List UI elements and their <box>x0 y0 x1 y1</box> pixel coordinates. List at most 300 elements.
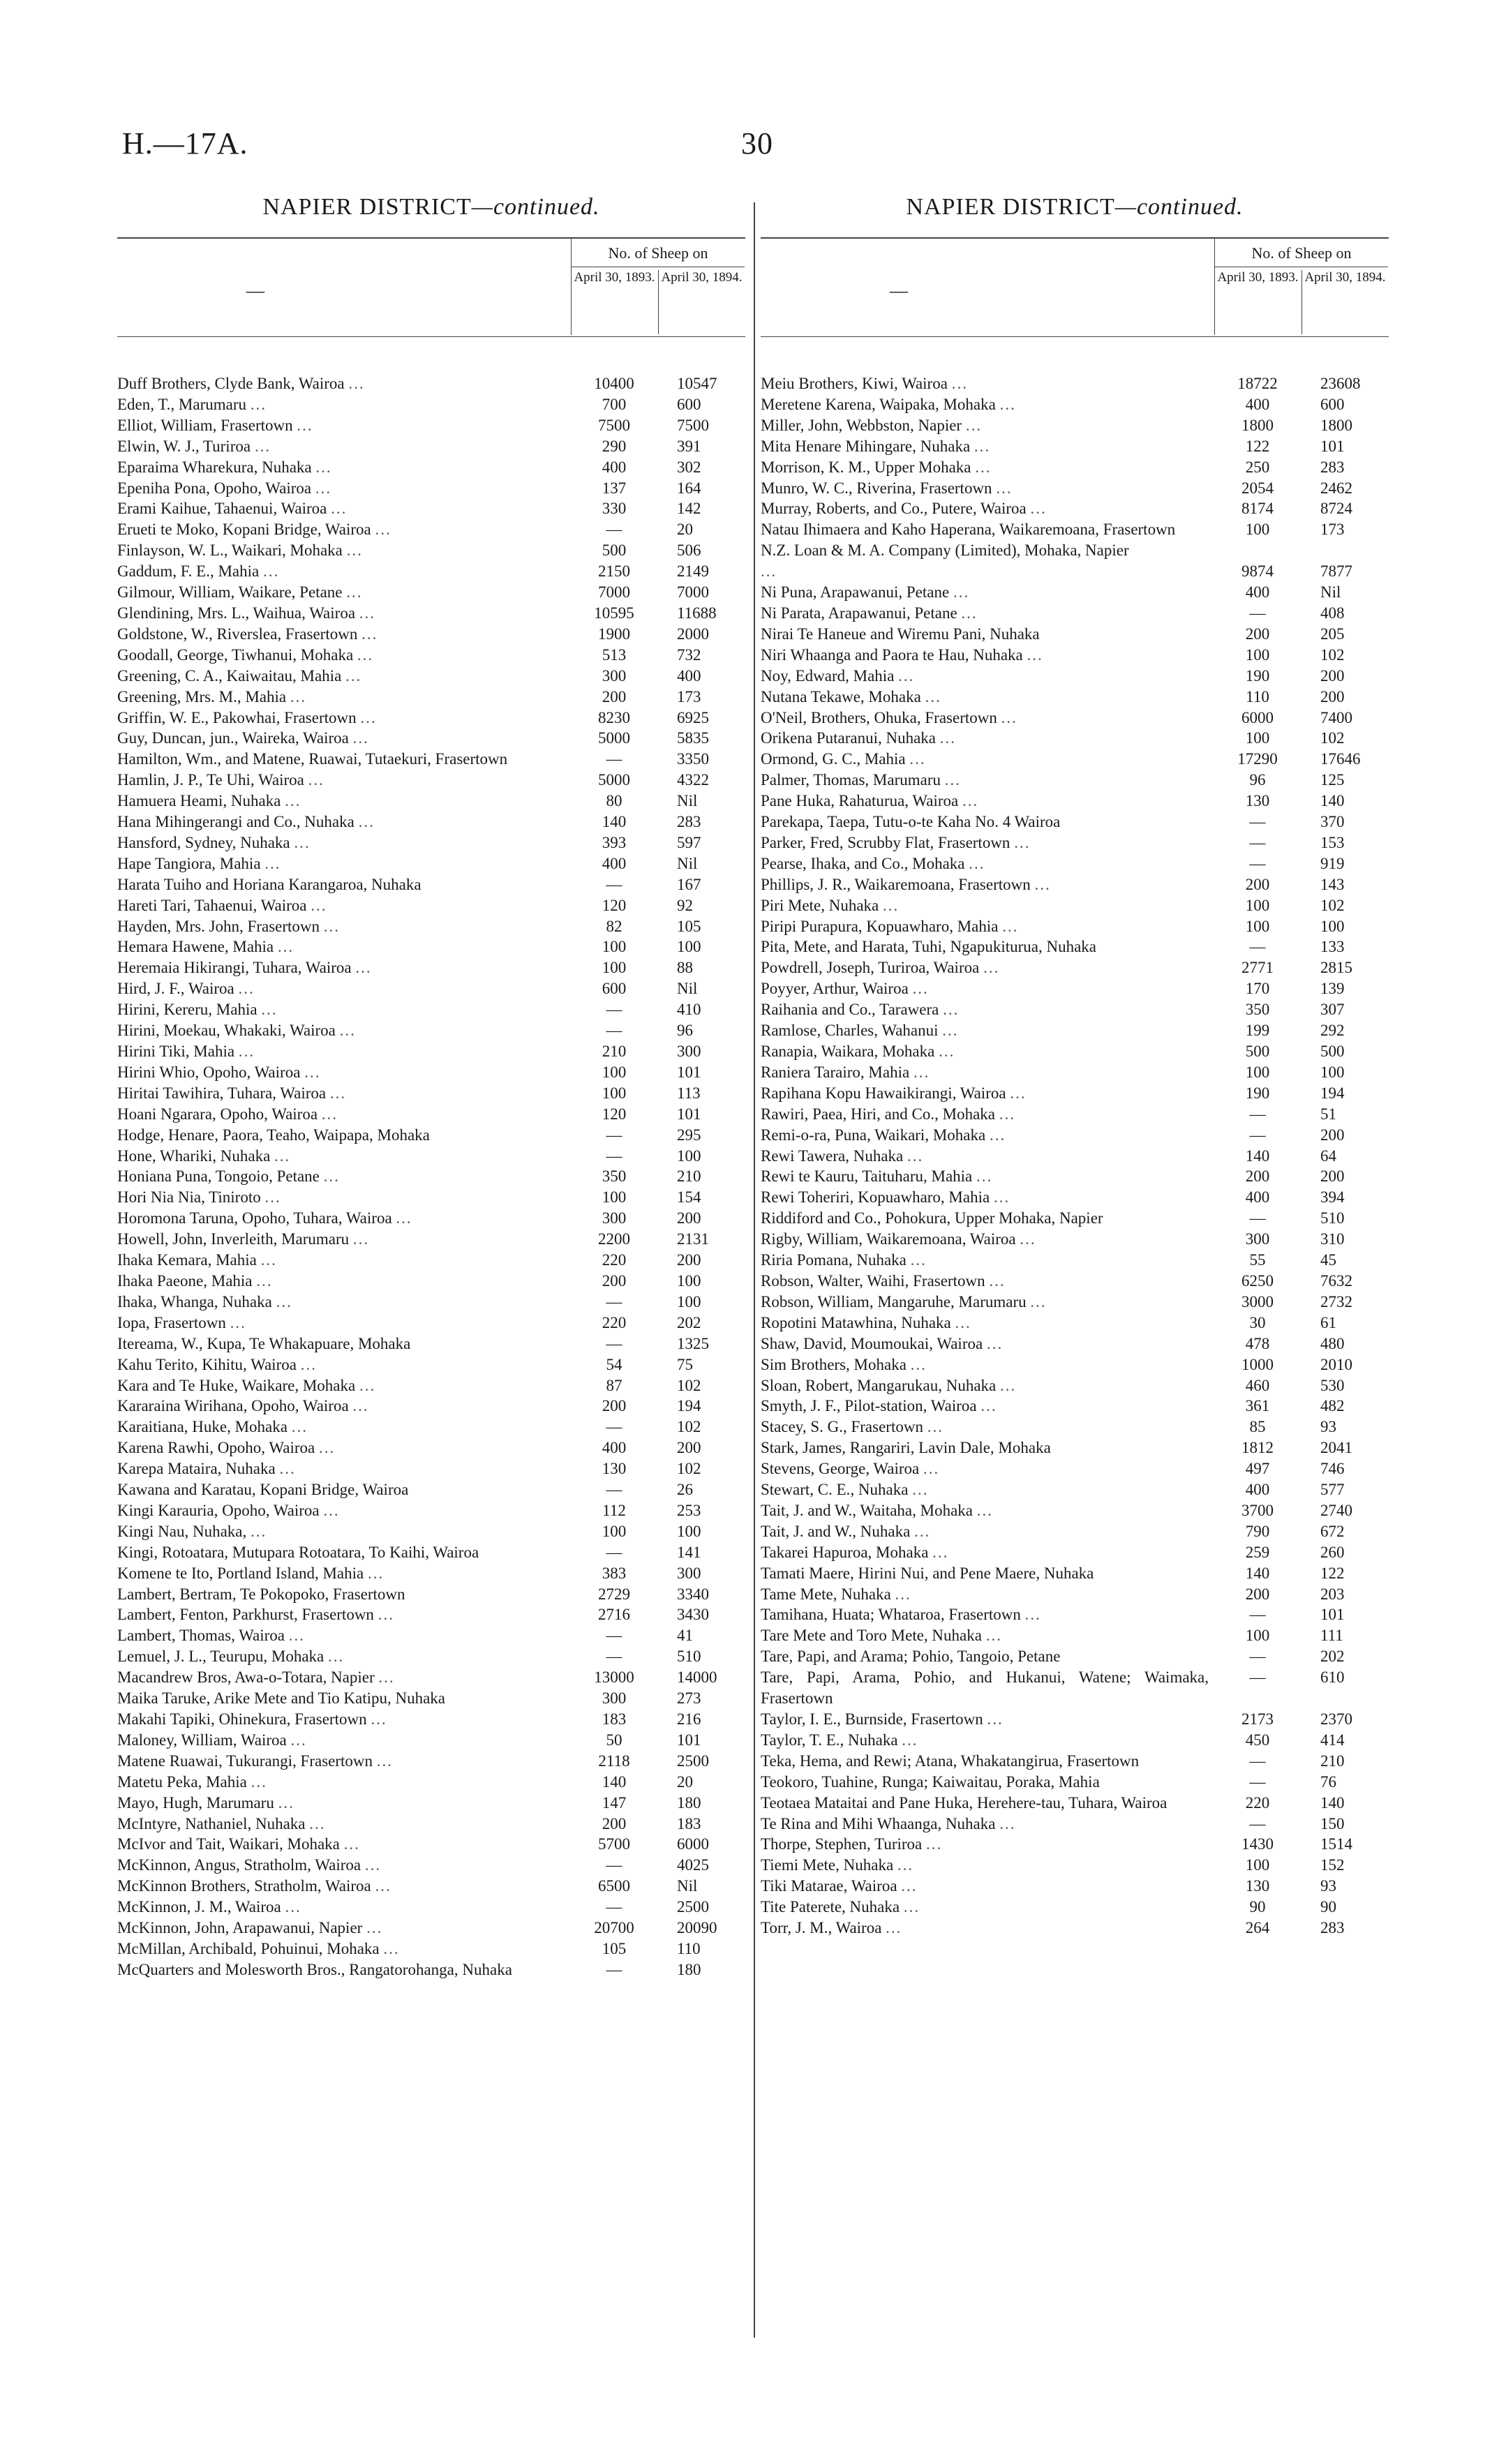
sheep-1894: 200 <box>677 1251 701 1269</box>
sheep-1894: 92 <box>677 896 693 914</box>
table-row <box>761 1334 1389 1354</box>
sheep-1894: 480 <box>1320 1334 1345 1352</box>
owner-name: Raniera Tarairo, Mahia ... <box>761 1063 930 1081</box>
sheep-1894: 20090 <box>677 1919 717 1937</box>
sheep-1894: 260 <box>1320 1543 1345 1561</box>
sheep-1894: 2732 <box>1320 1292 1352 1311</box>
sheep-1894: 64 <box>1320 1147 1336 1165</box>
sheep-1894: 100 <box>677 938 701 956</box>
sheep-1894: 210 <box>1320 1752 1345 1770</box>
sheep-1893: — <box>606 1022 622 1040</box>
sheep-1894: 302 <box>677 458 701 476</box>
table-row <box>117 1834 745 1855</box>
sheep-1893: 5000 <box>598 729 630 747</box>
sheep-1893: 147 <box>602 1793 627 1812</box>
sheep-1894: 101 <box>677 1105 701 1123</box>
owner-name: Kingi, Rotoatara, Mutupara Rotoatara, To Kaihi, Wairoa <box>117 1543 479 1561</box>
sheep-1894: 7000 <box>677 583 709 602</box>
table-row <box>761 853 1389 874</box>
table-row <box>761 1584 1389 1605</box>
sheep-1893: — <box>606 1960 622 1978</box>
sheep-1893: 100 <box>1245 1856 1270 1874</box>
sheep-1893: 2200 <box>598 1230 630 1248</box>
sheep-1893: — <box>606 1292 622 1311</box>
sheep-1893: 790 <box>1245 1522 1270 1540</box>
owner-name: Sloan, Robert, Mangarukau, Nuhaka ... <box>761 1376 1017 1394</box>
sheep-1893: — <box>1249 1772 1266 1791</box>
table-row <box>761 1730 1389 1751</box>
sheep-1893: — <box>606 521 622 539</box>
sheep-1894: 310 <box>1320 1230 1345 1248</box>
owner-name: Hayden, Mrs. John, Frasertown ... <box>117 917 341 935</box>
owner-name: McKinnon, Angus, Stratholm, Wairoa ... <box>117 1856 382 1874</box>
sheep-1893: 190 <box>1245 666 1270 685</box>
right-column <box>761 194 1389 1939</box>
table-row <box>761 1625 1389 1646</box>
sheep-1893: 140 <box>1245 1147 1270 1165</box>
owner-name: Lambert, Bertram, Te Pokopoko, Frasertown <box>117 1585 405 1603</box>
sheep-1893: 200 <box>1245 1585 1270 1603</box>
owner-name: Hoani Ngarara, Opoho, Wairoa ... <box>117 1105 338 1123</box>
sheep-1894: 203 <box>1320 1585 1345 1603</box>
sheep-1894: 100 <box>677 1292 701 1311</box>
sheep-1893: 50 <box>606 1731 622 1749</box>
sheep-1894: 200 <box>677 1209 701 1227</box>
table-row <box>117 561 745 582</box>
sheep-1893: 100 <box>1245 1063 1270 1081</box>
sheep-1894: 101 <box>677 1063 701 1081</box>
table-row <box>117 1646 745 1667</box>
sheep-1894: 210 <box>677 1167 701 1186</box>
owner-name: Tamihana, Huata; Whataroa, Frasertown ... <box>761 1606 1041 1624</box>
owner-name: Glendining, Mrs. L., Waihua, Wairoa ... <box>117 604 376 622</box>
table-row <box>761 1458 1389 1479</box>
table-row <box>761 1772 1389 1793</box>
table-row <box>761 415 1389 436</box>
table-row <box>761 394 1389 415</box>
sheep-1893: — <box>606 1481 622 1499</box>
owner-name: Stacey, S. G., Frasertown ... <box>761 1418 943 1436</box>
owner-name: Rapihana Kopu Hawaikirangi, Wairoa ... <box>761 1084 1027 1102</box>
sheep-1893: — <box>1249 813 1266 831</box>
table-row <box>761 373 1389 394</box>
owner-name: Kingi Karauria, Opoho, Wairoa ... <box>117 1501 340 1519</box>
table-row <box>117 1584 745 1605</box>
sheep-1894: 141 <box>677 1543 701 1561</box>
sheep-1894: 133 <box>1320 938 1345 956</box>
table-row <box>761 1918 1389 1939</box>
owner-name: Kara and Te Huke, Waikare, Mohaka ... <box>117 1376 376 1394</box>
sheep-1894: 200 <box>1320 687 1345 705</box>
sheep-1894: 140 <box>1320 792 1345 810</box>
table-row <box>117 1667 745 1688</box>
owner-name: Niri Whaanga and Paora te Hau, Nuhaka ... <box>761 645 1043 664</box>
owner-name: McKinnon Brothers, Stratholm, Wairoa ... <box>117 1877 391 1895</box>
owner-name: McKinnon, John, Arapawanui, Napier ... <box>117 1919 383 1937</box>
owner-name: Hirini Whio, Opoho, Wairoa ... <box>117 1063 321 1081</box>
sheep-1893: 400 <box>1245 1188 1270 1207</box>
sheep-1894 <box>1301 540 1387 561</box>
sheep-1894: 200 <box>677 1439 701 1457</box>
sheep-1893: 100 <box>602 1522 627 1540</box>
sheep-1894: 93 <box>1320 1877 1336 1895</box>
owner-name: Greening, Mrs. M., Mahia ... <box>117 687 307 705</box>
sheep-1894: 672 <box>1320 1522 1345 1540</box>
table-row <box>117 666 745 687</box>
table-row <box>761 1020 1389 1041</box>
sheep-1894: 100 <box>1320 917 1345 935</box>
owner-name: Eparaima Wharekura, Nuhaka ... <box>117 458 332 476</box>
owner-name: Hori Nia Nia, Tiniroto ... <box>117 1188 281 1207</box>
sheep-1894: 23608 <box>1320 375 1361 392</box>
sheep-1893: 190 <box>1245 1084 1270 1102</box>
sheep-1893: 478 <box>1245 1334 1270 1352</box>
owner-name: Maika Taruke, Arike Mete and Tio Katipu, Nuhaka <box>117 1689 446 1708</box>
sheep-1894: 506 <box>677 542 701 560</box>
table-row <box>761 916 1389 937</box>
table-row <box>117 1939 745 1959</box>
sheep-1894: 746 <box>1320 1460 1345 1478</box>
sheep-1894: 3340 <box>677 1585 709 1603</box>
sheep-1893: 6250 <box>1241 1271 1274 1290</box>
owner-name: Hodge, Henare, Paora, Teaho, Waipapa, Mohaka <box>117 1126 430 1144</box>
table-row <box>117 1166 745 1187</box>
sheep-1893: 87 <box>606 1376 622 1394</box>
sheep-1894: 100 <box>677 1147 701 1165</box>
owner-name: Ormond, G. C., Mahia ... <box>761 750 926 768</box>
sheep-1894: 3350 <box>677 750 709 768</box>
sheep-1894: 61 <box>1320 1313 1336 1331</box>
table-row <box>117 1959 745 1980</box>
sheep-1893: 120 <box>602 1105 627 1123</box>
table-body <box>761 373 1389 1939</box>
owner-name: Elwin, W. J., Turiroa ... <box>117 437 271 455</box>
owner-name: Elliot, William, Frasertown ... <box>117 416 313 434</box>
sheep-1893: 300 <box>602 1689 627 1708</box>
table-row <box>761 1062 1389 1083</box>
table-row <box>761 1313 1389 1334</box>
sheep-1894: 180 <box>677 1793 701 1812</box>
sheep-1893: 3700 <box>1241 1501 1274 1519</box>
owner-name: Robson, William, Mangaruhe, Marumaru ... <box>761 1292 1047 1311</box>
sheep-1893: 2118 <box>598 1752 630 1770</box>
sheep-1894: 20 <box>677 521 693 539</box>
owner-name: Tamati Maere, Hirini Nui, and Pene Maere, Nuhaka <box>761 1564 1094 1582</box>
sheep-1893: 1812 <box>1241 1439 1274 1457</box>
owner-name: Rigby, William, Waikaremoana, Wairoa ... <box>761 1230 1036 1248</box>
table-row <box>117 373 745 394</box>
sheep-1894: 273 <box>677 1689 701 1708</box>
sheep-1893: 1800 <box>1241 416 1274 434</box>
sheep-1894: Nil <box>677 980 698 998</box>
col-1893-header: April 30, 1893. <box>574 270 655 285</box>
table-row <box>761 1521 1389 1542</box>
owner-name: Hirini, Kereru, Mahia ... <box>117 1001 278 1019</box>
sheep-1893: 383 <box>602 1564 627 1582</box>
sheep-1893: 6500 <box>598 1877 630 1895</box>
owner-name: Robson, Walter, Waihi, Frasertown ... <box>761 1271 1006 1290</box>
owner-name: Parker, Fred, Scrubby Flat, Frasertown ... <box>761 833 1031 851</box>
sheep-1893: 200 <box>1245 625 1270 643</box>
table-row <box>117 1125 745 1146</box>
table-row <box>117 1083 745 1104</box>
sheep-1894: 510 <box>677 1648 701 1666</box>
owner-name: Rewi te Kauru, Taituharu, Mahia ... <box>761 1167 993 1186</box>
table-row <box>117 1271 745 1292</box>
sheep-1893: 7500 <box>598 416 630 434</box>
sheep-1893: 400 <box>1245 395 1270 413</box>
table-row <box>117 978 745 999</box>
table-row <box>761 498 1389 519</box>
owner-name: O'Neil, Brothers, Ohuka, Frasertown ... <box>761 708 1017 726</box>
sheep-1894: 110 <box>677 1939 701 1957</box>
owner-name: Horomona Taruna, Opoho, Tuhara, Wairoa ... <box>117 1209 412 1227</box>
sheep-1894: 2462 <box>1320 479 1352 497</box>
sheep-1894: 88 <box>677 959 693 977</box>
sheep-1894: 295 <box>677 1126 701 1144</box>
sheep-1894: 150 <box>1320 1814 1345 1832</box>
owner-name: Hird, J. F., Wairoa ... <box>117 980 255 998</box>
sheep-1894: 167 <box>677 875 701 893</box>
table-row <box>761 624 1389 645</box>
table-row <box>117 1417 745 1438</box>
sheep-1894: 283 <box>677 813 701 831</box>
sheep-1894: 205 <box>1320 625 1345 643</box>
table-row <box>761 1897 1389 1918</box>
sheep-1893: 10400 <box>594 375 634 392</box>
sheep-1893: — <box>606 875 622 893</box>
sheep-1893: — <box>606 1648 622 1666</box>
sheep-1893: 200 <box>1245 875 1270 893</box>
sheep-1893: 96 <box>1249 771 1266 789</box>
sheep-1894: 2500 <box>677 1752 709 1770</box>
owner-name: Finlayson, W. L., Waikari, Mohaka ... <box>117 542 363 560</box>
owner-name: Thorpe, Stephen, Turiroa ... <box>761 1835 943 1853</box>
sheep-1894: 300 <box>677 1564 701 1582</box>
owner-name: Duff Brothers, Clyde Bank, Wairoa ... <box>117 375 365 392</box>
owner-name: Tare Mete and Toro Mete, Nuhaka ... <box>761 1627 1002 1645</box>
sheep-1894: Nil <box>677 854 698 872</box>
owner-name: Morrison, K. M., Upper Mohaka ... <box>761 458 992 476</box>
sheep-1894: 732 <box>677 645 701 664</box>
table-row <box>117 1208 745 1229</box>
table-row <box>761 749 1389 770</box>
table-row <box>117 1146 745 1167</box>
table-row <box>117 853 745 874</box>
owner-name: Goldstone, W., Riverslea, Frasertown ... <box>117 625 378 643</box>
left-column <box>117 194 745 1980</box>
owner-name: Rewi Toheriri, Kopuawharo, Mahia ... <box>761 1188 1010 1207</box>
sheep-1893: 122 <box>1245 437 1270 455</box>
owner-name: McQuarters and Molesworth Bros., Rangatorohanga, Nuhaka <box>117 1960 512 1978</box>
table-row <box>761 645 1389 666</box>
owner-name: Orikena Putaranui, Nuhaka ... <box>761 729 957 747</box>
sheep-1893: — <box>606 1418 622 1436</box>
sheep-1893: — <box>1249 1105 1266 1123</box>
sheep-1893: — <box>606 1334 622 1352</box>
owner-name: Teotaea Mataitai and Pane Huka, Herehere-tau, Tuhara, Wairoa <box>761 1793 1168 1812</box>
sheep-1894: 2149 <box>677 562 709 581</box>
sheep-1894: 919 <box>1320 854 1345 872</box>
sheep-1894: 253 <box>677 1501 701 1519</box>
owner-name: Pearse, Ihaka, and Co., Mohaka ... <box>761 854 985 872</box>
table-row <box>117 1187 745 1208</box>
owner-name: Nirai Te Haneue and Wiremu Pani, Nuhaka <box>761 625 1040 643</box>
sheep-1894: 3430 <box>677 1606 709 1624</box>
table-row <box>761 936 1389 957</box>
table-row <box>761 1542 1389 1563</box>
table-row <box>117 874 745 895</box>
sheep-1894: 6925 <box>677 708 709 726</box>
table-row <box>117 1521 745 1542</box>
sheep-1893: — <box>606 1543 622 1561</box>
table-row <box>117 1354 745 1375</box>
table-row <box>117 457 745 478</box>
owner-name: Munro, W. C., Riverina, Frasertown ... <box>761 479 1013 497</box>
owner-name: Kawana and Karatau, Kopani Bridge, Wairoa <box>117 1481 409 1499</box>
table-row <box>117 1730 745 1751</box>
sheep-1893: 82 <box>606 917 622 935</box>
sheep-1893: — <box>606 1001 622 1019</box>
table-row <box>117 1688 745 1709</box>
name-column-header: — <box>890 281 908 301</box>
sheep-1894: 180 <box>677 1960 701 1978</box>
sheep-1893: 2173 <box>1241 1710 1274 1728</box>
sheep-1893: 110 <box>1246 687 1269 705</box>
sheep-1894: 122 <box>1320 1564 1345 1582</box>
sheep-1894: 143 <box>1320 875 1345 893</box>
sheep-1894: 102 <box>1320 896 1345 914</box>
table-row <box>761 457 1389 478</box>
owner-name: Ni Puna, Arapawanui, Petane ... <box>761 583 970 602</box>
owner-name: Raihania and Co., Tarawera ... <box>761 1001 960 1019</box>
sheep-1893: 54 <box>606 1355 622 1373</box>
sheep-1894: 75 <box>677 1355 693 1373</box>
owner-name: Mita Henare Mihingare, Nuhaka ... <box>761 437 991 455</box>
table-row <box>761 1438 1389 1458</box>
sheep-1893: 170 <box>1245 980 1270 998</box>
table-row <box>761 1646 1389 1667</box>
sheep-1893: 200 <box>1245 1167 1270 1186</box>
table-row <box>761 1500 1389 1521</box>
table-row <box>761 1793 1389 1814</box>
sheep-1893: 350 <box>602 1167 627 1186</box>
sheep-1893: 220 <box>602 1251 627 1269</box>
sheep-1893: 200 <box>602 1271 627 1290</box>
table-row <box>117 708 745 729</box>
sheep-1893: 400 <box>1245 1481 1270 1499</box>
table-row <box>761 1292 1389 1313</box>
table-row <box>761 1667 1389 1709</box>
sheep-1893: — <box>1249 1752 1266 1770</box>
sheep-1894: 194 <box>677 1397 701 1415</box>
sheep-1893: — <box>606 1627 622 1645</box>
owner-name: Murray, Roberts, and Co., Putere, Wairoa ... <box>761 500 1047 518</box>
table-row <box>117 1897 745 1918</box>
owner-name: Tiki Matarae, Wairoa ... <box>761 1877 918 1895</box>
sheep-1894: 1800 <box>1320 416 1352 434</box>
owner-name: McKinnon, J. M., Wairoa ... <box>117 1898 301 1916</box>
sheep-1893: 112 <box>602 1501 626 1519</box>
sheep-1893: 361 <box>1245 1397 1270 1415</box>
sheep-1894: 194 <box>1320 1084 1345 1102</box>
sheep-1893: 1000 <box>1241 1355 1274 1373</box>
sheep-1893: 220 <box>1245 1793 1270 1812</box>
table-row <box>117 999 745 1020</box>
sheep-1894: 2370 <box>1320 1710 1352 1728</box>
sheep-1893: — <box>1249 1648 1266 1666</box>
table-row <box>761 708 1389 729</box>
owner-name: Ramlose, Charles, Wahanui ... <box>761 1022 959 1040</box>
sheep-1894: 300 <box>677 1043 701 1060</box>
sheep-1893: 100 <box>1245 521 1270 539</box>
sheep-1893: 130 <box>1245 1877 1270 1895</box>
sheep-1893: 500 <box>1245 1043 1270 1060</box>
table-row <box>761 728 1389 749</box>
table-row <box>117 1604 745 1625</box>
sheep-1893: — <box>1249 1668 1266 1687</box>
sheep-1894: 202 <box>1320 1648 1345 1666</box>
owner-name: Hansford, Sydney, Nuhaka ... <box>117 833 311 851</box>
sheep-1893: 290 <box>602 437 627 455</box>
sheep-1894: 142 <box>677 500 701 518</box>
sheep-1893: 100 <box>1245 1627 1270 1645</box>
owner-name: Maloney, William, Wairoa ... <box>117 1731 307 1749</box>
owner-name: Itereama, W., Kupa, Te Whakapuare, Mohaka <box>117 1334 411 1352</box>
sheep-1894: 216 <box>677 1710 701 1728</box>
sheep-1893: 6000 <box>1241 708 1274 726</box>
owner-name: Kararaina Wirihana, Opoho, Wairoa ... <box>117 1397 369 1415</box>
table-row <box>761 561 1389 582</box>
sheep-1893: 1900 <box>598 625 630 643</box>
sheep-1894: 2000 <box>677 625 709 643</box>
table-row <box>117 1438 745 1458</box>
sheep-1893: 400 <box>602 854 627 872</box>
sheep-1893: 17290 <box>1237 750 1278 768</box>
sheep-1894: 391 <box>677 437 701 455</box>
owner-name: Smyth, J. F., Pilot-station, Wairoa ... <box>761 1397 997 1415</box>
owner-name: Komene te Ito, Portland Island, Mahia ... <box>117 1564 385 1582</box>
sheep-1894: 2740 <box>1320 1501 1352 1519</box>
owner-name: Stark, James, Rangariri, Lavin Dale, Mohaka <box>761 1439 1051 1457</box>
sheep-1893: 140 <box>602 813 627 831</box>
table-row <box>117 540 745 561</box>
sheep-1894: Nil <box>677 792 698 810</box>
sheep-1894: 7632 <box>1320 1271 1352 1290</box>
sheep-1894: 307 <box>1320 1001 1345 1019</box>
sheep-1894: 7500 <box>677 416 709 434</box>
sheep-1893: 183 <box>602 1710 627 1728</box>
table-row <box>761 1083 1389 1104</box>
table-row <box>761 957 1389 978</box>
owner-name: Torr, J. M., Wairoa ... <box>761 1919 902 1937</box>
owner-name: Hamilton, Wm., and Matene, Ruawai, Tutaekuri, Frasertown <box>117 750 508 768</box>
owner-name: Pita, Mete, and Harata, Tuhi, Ngapukiturua, Nuhaka <box>761 938 1096 956</box>
sheep-1893: 300 <box>602 666 627 685</box>
table-row <box>117 1876 745 1897</box>
owner-name: Tait, J. and W., Nuhaka ... <box>761 1522 931 1540</box>
sheep-1893: 400 <box>602 458 627 476</box>
owner-name: N.Z. Loan & M. A. Company (Limited), Mohaka, Napier <box>761 542 1129 560</box>
sheep-1893: — <box>1249 1814 1266 1832</box>
sheep-1893: 8174 <box>1241 500 1274 518</box>
owner-name: Teokoro, Tuahine, Runga; Kaiwaitau, Poraka, Mahia <box>761 1772 1100 1791</box>
table-body <box>117 373 745 1980</box>
sheep-1894: 2815 <box>1320 959 1352 977</box>
owner-name: Te Rina and Mihi Whaanga, Nuhaka ... <box>761 1814 1016 1832</box>
sheep-1894: 7400 <box>1320 708 1352 726</box>
table-row <box>117 1104 745 1125</box>
